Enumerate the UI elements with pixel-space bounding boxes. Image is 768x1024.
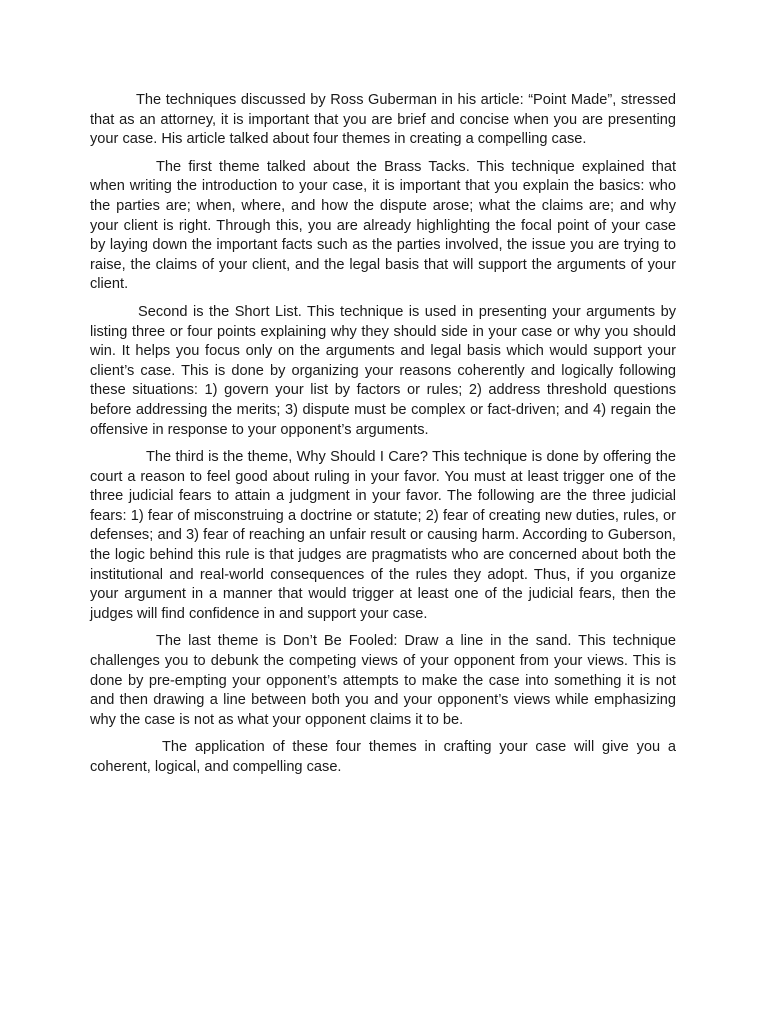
document-body	[90, 91, 676, 786]
paragraph-short-list: Second is the Short List. This technique is used in presenting your arguments by listing three or four points explaining why they should side in your case or why you should win. It helps you focus only on the arguments and legal basis which would support your client’s case. This is done by organizing your reasons coherently and logically following these situations: 1) govern your list by factors or rules; 2) address threshold questions before addressing the merits; 3) dispute must be complex or fact-driven; and 4) regain the offensive in response to your opponent’s arguments.	[90, 303, 676, 438]
paragraph-why-should-i-care: The third is the theme, Why Should I Care? This technique is done by offering the court a reason to feel good about ruling in your favor. You must at least trigger one of the three judicial fears to attain a judgment in your favor. The following are the three judicial fears: 1) fear of misconstruing a doctrine or statute; 2) fear of creating new duties, rules, or defenses; and 3) fear of reaching an unfair result or causing harm. According to Guberson, the logic behind this rule is that judges are pragmatists who are concerned about both the institutional and real-world consequences of the rules they adopt. Thus, if you organize your argument in a manner that would trigger at least one of the judicial fears, then the judges will find confidence in and support your case.	[90, 449, 676, 622]
paragraph-intro: The techniques discussed by Ross Guberman in his article: “Point Made”, stressed that as an attorney, it is important that you are brief and concise when you are presenting your case. His article talked about four themes in creating a compelling case.	[90, 92, 676, 148]
paragraph-dont-be-fooled: The last theme is Don’t Be Fooled: Draw a line in the sand. This technique challenges you to debunk the competing views of your opponent from your views. This is done by pre-empting your opponent’s attempts to make the case into something it is not and then drawing a line between both you and your opponent’s views while emphasizing why the case is not as what your opponent claims it to be.	[90, 633, 676, 728]
paragraph-conclusion: The application of these four themes in crafting your case will give you a coherent, logical, and compelling case.	[90, 739, 676, 775]
paragraph-brass-tacks: The first theme talked about the Brass Tacks. This technique explained that when writing the introduction to your case, it is important that you explain the basics: who the parties are; when, where, and how the dispute arose; what the claims are; and why your client is right. Through this, you are already highlighting the focal point of your case by laying down the important facts such as the parties involved, the issue you are trying to raise, the claims of your client, and the legal basis that will support the arguments of your client.	[90, 158, 676, 293]
